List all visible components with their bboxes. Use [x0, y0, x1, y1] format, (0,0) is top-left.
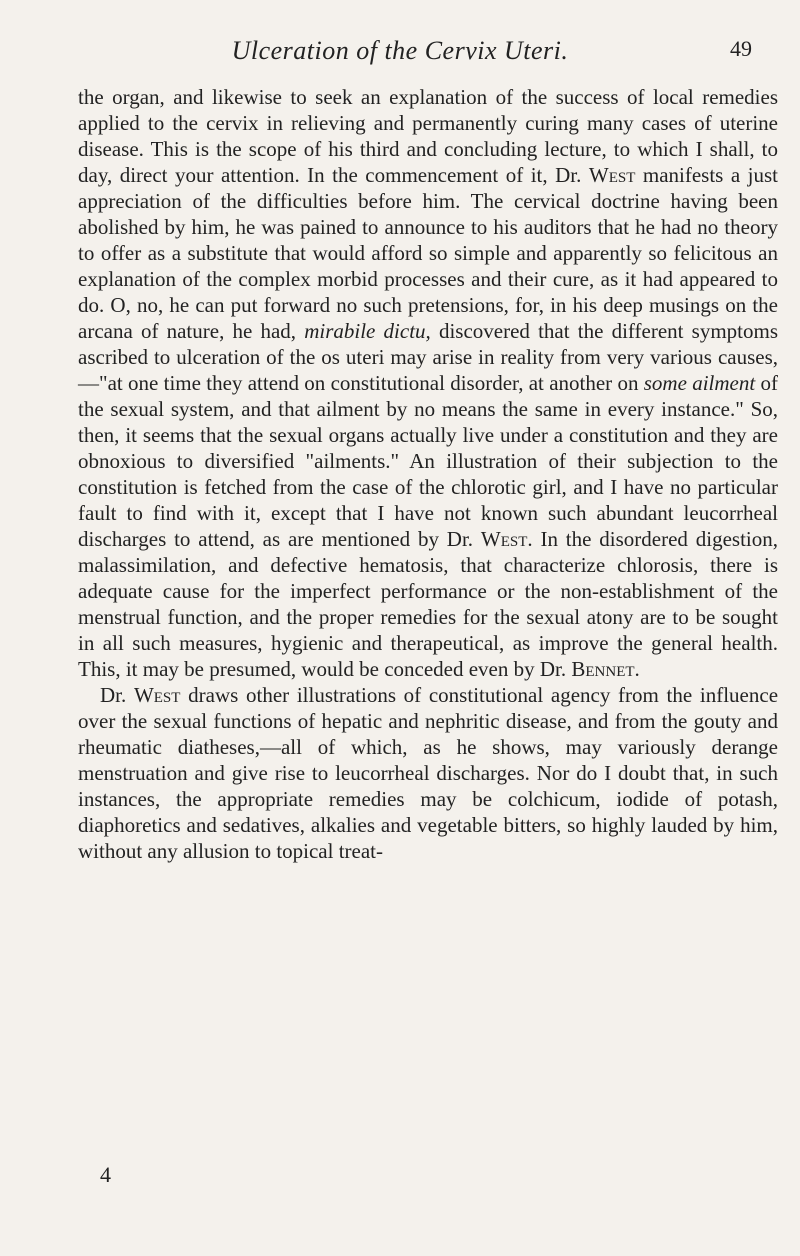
- page-number: 49: [730, 36, 752, 61]
- paragraph: [78, 682, 778, 864]
- italic-phrase: some ailment: [643, 371, 756, 395]
- text-run: . In the disordered digestion, malassimilation, and defective hematosis, that characterize chlorosis, there is adequate cause for the imperfect performance or the non-establishment of the menstrual function, and the proper remedies for the sexual atony are to be sought in all such measures, hygienic and therapeutical, as improve the general health. This, it may be presumed, would be conceded even by Dr.: [78, 527, 778, 681]
- text-run: manifests a just appreciation of the difficulties before him. The cervical doctrine having been abolished by him, he was pained to announce to his auditors that he had no theory to offer as a substitute that would afford so simple and apparently so felicitous an explanation of the complex morbid processes and their cure, as it had appeared to do. O, no, he can put forward no such pretensions, for, in his deep musings on the arcana of nature, he had,: [78, 163, 778, 343]
- author-name: West: [480, 527, 528, 551]
- body-text: [78, 84, 778, 864]
- text-run: draws other illustrations of constitutional agency from the influence over the sexual functions of hepatic and nephritic disease, and from the gouty and rheumatic diatheses,—all of which, as he shows, may variously derange menstruation and give rise to leucorrheal discharges. Nor do I doubt that, in such instances, the appropriate remedies may be colchicum, iodide of potash, diaphoretics and sedatives, alkalies and vegetable bitters, so highly lauded by him, without any allusion to topical treat-: [78, 683, 779, 863]
- running-head: Ulceration of the Cervix Uteri.: [231, 36, 569, 65]
- italic-phrase: mirabile dictu,: [304, 319, 431, 343]
- text-run: discovered that the different symptoms ascribed to ulceration of the os uteri may arise in reality from very various causes,—"at one time they attend on constitutional disorder, at another on: [78, 319, 778, 395]
- text-run: .: [634, 657, 640, 681]
- author-name: West: [133, 683, 181, 707]
- text-run: of the sexual system, and that ailment by no means the same in every instance." So, then, it seems that the sexual organs actually live under a constitution and they are obnoxious to diversified "ailments." An illustration of their subjection to the constitution is fetched from the case of the chlorotic girl, and I have no particular fault to find with it, except that I have not known such abundant leucorrheal discharges to attend, as are mentioned by Dr.: [78, 371, 778, 551]
- paragraph: [78, 84, 778, 682]
- text-run: Dr.: [100, 683, 134, 707]
- text-run: the organ, and likewise to seek an explanation of the success of local remedies applied to the cervix in relieving and permanently curing many cases of uterine disease. This is the scope of his third and concluding lecture, to which I shall, to day, direct your attention. In the commencement of it, Dr.: [78, 85, 778, 187]
- author-name: Bennet: [571, 657, 635, 681]
- author-name: West: [588, 163, 636, 187]
- signature-mark: 4: [100, 1162, 111, 1187]
